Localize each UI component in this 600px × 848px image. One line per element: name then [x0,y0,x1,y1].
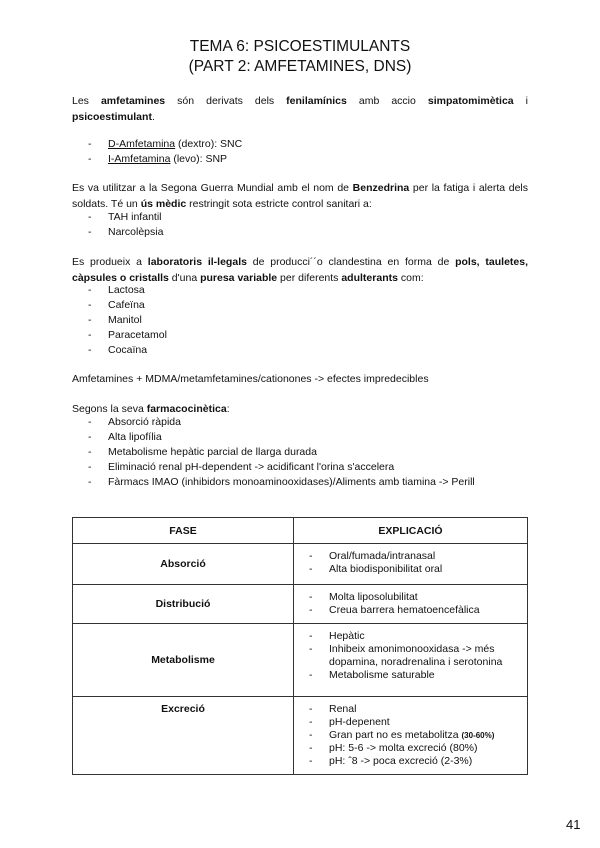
header-explicacio: EXPLICACIÓ [294,518,528,544]
list-item: - Narcolèpsia [88,225,528,240]
list-item: - Absorció ràpida [88,415,528,430]
list-item: - pH-depenent [309,716,521,729]
isomer-list [88,137,528,167]
page-subtitle: (PART 2: AMFETAMINES, DNS) [188,58,412,75]
list-item: - Alta lipofília [88,430,528,445]
explicacio-absorcio [294,544,528,585]
fase-distribucio: Distribució [73,585,294,624]
intro-paragraph: Les amfetamines són derivats dels fenilamínics amb accio simpatomimètica i psicoestimulant. [72,95,528,123]
list-item: - Creua barrera hematoencefàlica [309,604,521,617]
list-item: - D-Amfetamina (dextro): SNC [88,137,528,152]
medical-uses-list [88,210,528,240]
production-paragraph: Es produeix a laboratoris il-legals de producci´´o clandestina en forma de pols, tauletes, càpsules o cristalls d'una puresa variable per diferents adulterants com: [72,256,528,284]
history-paragraph: Es va utilitzar a la Segona Guerra Mundial amb el nom de Benzedrina per la fatiga i alerta dels soldats. Té un ús mèdic restringit sota estricte control sanitari a: [72,182,528,210]
adulterants-list [88,283,528,358]
table-row [73,624,528,697]
list-item: - TAH infantil [88,210,528,225]
list-item: - Cocaïna [88,343,528,358]
fase-metabolisme: Metabolisme [73,624,294,697]
explicacio-distribucio [294,585,528,624]
pharmacokinetics-list [88,415,528,490]
list-item: - Paracetamol [88,328,528,343]
explicacio-excrecio [294,697,528,775]
list-item: - pH: 5-6 -> molta excreció (80%) [309,742,521,755]
list-item: - Inhibeix amonimonooxidasa -> més dopamina, noradrenalina i serotonina [309,643,521,669]
list-item: - Metabolisme saturable [309,669,521,682]
list-item: - Hepàtic [309,630,521,643]
list-item: - Manitol [88,313,528,328]
list-item: - Metabolisme hepàtic parcial de llarga durada [88,445,528,460]
list-item: - Lactosa [88,283,528,298]
list-item: - Molta liposolubilitat [309,591,521,604]
fase-excrecio: Excreció [73,697,294,775]
pharmacokinetics-intro: Segons la seva farmacocinètica: [72,403,230,415]
table-row [73,585,528,624]
page-number: 41 [566,817,581,832]
list-item: - Eliminació renal pH-dependent -> acidificant l'orina s'accelera [88,460,528,475]
list-item: - pH: ˆ8 -> poca excreció (2-3%) [309,755,521,768]
list-item: - Renal [309,703,521,716]
list-item: - Oral/fumada/intranasal [309,550,521,563]
list-item: - I-Amfetamina (levo): SNP [88,152,528,167]
fase-absorcio: Absorció [73,544,294,585]
list-item: - Fàrmacs IMAO (inhibidors monoaminooxidases)/Aliments amb tiamina -> Perill [88,475,528,490]
table-header-row [73,518,528,544]
pharmacokinetics-table [72,517,528,775]
combination-line: Amfetamines + MDMA/metamfetamines/cationones -> efectes impredecibles [72,373,429,385]
table-row [73,544,528,585]
list-item: - Alta biodisponibilitat oral [309,563,521,576]
list-item: - Cafeïna [88,298,528,313]
page-title: TEMA 6: PSICOESTIMULANTS [189,38,411,55]
header-fase: FASE [73,518,294,544]
list-item: - Gran part no es metabolitza (30-60%) [309,729,521,742]
table-row [73,697,528,775]
explicacio-metabolisme [294,624,528,697]
